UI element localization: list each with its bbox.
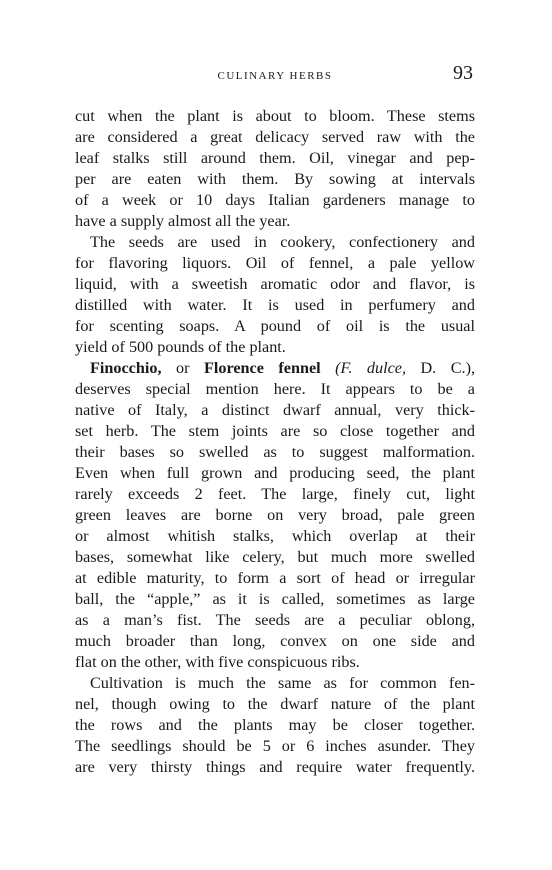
running-head: CULINARY HERBS: [217, 70, 333, 82]
text-line: distilled with water. It is used in perfumery and: [75, 296, 475, 314]
text-line: liquid, with a sweetish aromatic odor and flavor, is: [75, 275, 475, 293]
text-line: much broader than long, convex on one side and: [75, 632, 475, 650]
text-line: have a supply almost all the year.: [75, 212, 291, 230]
text-line: nel, though owing to the dwarf nature of the plant: [75, 695, 475, 713]
text-line: as a man’s fist. The seeds are a peculiar oblong,: [75, 611, 475, 629]
text-line: native of Italy, a distinct dwarf annual, very thick-: [75, 401, 475, 419]
text-line: yield of 500 pounds of the plant.: [75, 338, 286, 356]
bold-term-finocchio: Finocchio,: [90, 359, 162, 377]
page-header: [75, 62, 475, 90]
text-line: Cultivation is much the same as for common fen-: [90, 674, 475, 692]
text-line: ball, the “apple,” as it is called, sometimes as large: [75, 590, 475, 608]
text-line: [75, 358, 475, 379]
text-line: Even when full grown and producing seed, the plant: [75, 464, 475, 482]
text-line: deserves special mention here. It appears to be a: [75, 380, 475, 398]
bold-term-florence-fennel: Florence fennel: [203, 359, 321, 377]
text-line: the rows and the plants may be closer together.: [75, 716, 475, 734]
text-line: The seedlings should be 5 or 6 inches asunder. They: [75, 737, 475, 755]
text-line: for flavoring liquors. Oil of fennel, a pale yellow: [75, 254, 475, 272]
text-line: at edible maturity, to form a sort of head or irregular: [75, 569, 475, 587]
text-line: for scenting soaps. A pound of oil is the usual: [75, 317, 475, 335]
text-fragment: [321, 359, 336, 377]
text-fragment: D. C.),: [406, 359, 476, 377]
scientific-name: (F. dulce,: [335, 359, 406, 377]
text-line: rarely exceeds 2 feet. The large, finely cut, light: [75, 485, 475, 503]
text-line: or almost whitish stalks, which overlap at their: [75, 527, 475, 545]
text-line: The seeds are used in cookery, confectionery and: [90, 233, 475, 251]
text-line: bases, somewhat like celery, but much more swelled: [75, 548, 475, 566]
page-number: 93: [453, 62, 473, 84]
text-line: cut when the plant is about to bloom. These stems: [75, 107, 475, 125]
text-line: are considered a great delicacy served raw with the: [75, 128, 475, 146]
text-line: per are eaten with them. By sowing at intervals: [75, 170, 475, 188]
body-text: [75, 106, 475, 778]
text-line: green leaves are borne on very broad, pale green: [75, 506, 475, 524]
text-line: set herb. The stem joints are so close together and: [75, 422, 475, 440]
text-line: their bases so swelled as to suggest malformation.: [75, 443, 475, 461]
text-line: of a week or 10 days Italian gardeners manage to: [75, 191, 475, 209]
text-line: are very thirsty things and require water frequently.: [75, 758, 475, 776]
text-fragment: or: [161, 359, 204, 377]
text-line: flat on the other, with five conspicuous ribs.: [75, 653, 360, 671]
text-line: leaf stalks still around them. Oil, vinegar and pep-: [75, 149, 475, 167]
